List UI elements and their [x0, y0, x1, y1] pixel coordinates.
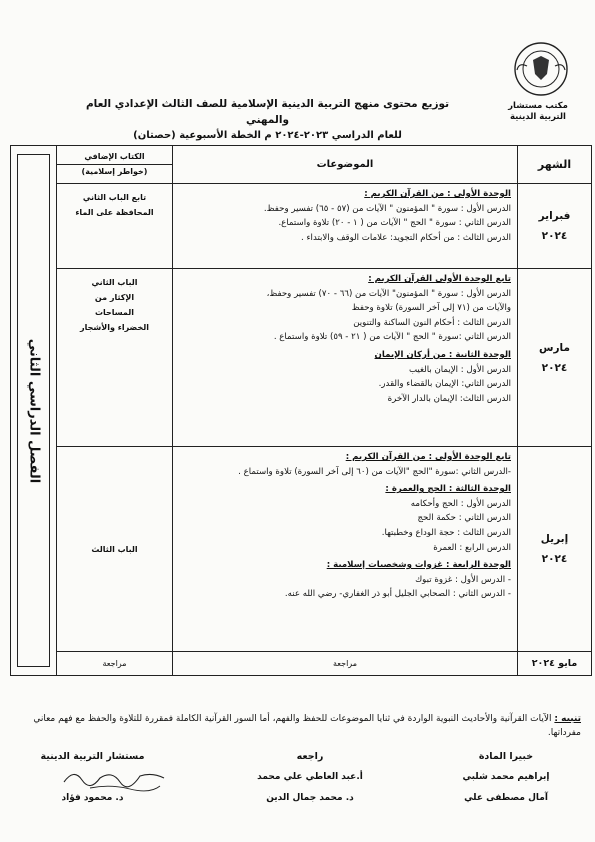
handwritten-signature-icon [60, 764, 170, 794]
term-label: الفصل الدراسي الثاني [26, 338, 41, 483]
book-line: الباب الثاني [91, 278, 138, 287]
book-cell [57, 447, 173, 652]
table-header-row [11, 146, 592, 184]
ministry-logo-icon [505, 40, 577, 98]
book-line: الخضراء والأشجار [80, 323, 149, 332]
book-line: الإكثار من [94, 293, 135, 302]
topic-line: تابع الوحدة الأولى : من القرآن الكريم : [345, 452, 511, 462]
book-line: تابع الباب الثاني [82, 193, 147, 202]
topic-line: الدرس الثاني : حكمة الحج [417, 513, 511, 524]
table-row [11, 184, 592, 269]
header-month: الشهر [518, 146, 592, 184]
topic-line: الدرس الأول : الإيمان بالغيب [408, 364, 511, 375]
book-line: المساحات [94, 308, 135, 317]
topic-line: تابع الوحدة الأولى القرآن الكريم : [368, 274, 511, 284]
term-cell [11, 146, 57, 676]
table-row [11, 447, 592, 652]
curriculum-table [10, 145, 592, 676]
topic-line: الوحدة الرابعة : غزوات وشخصيات إسلامية : [326, 560, 511, 571]
document-subtitle: للعام الدراسي ٢٠٢٣-٢٠٢٤ م الخطة الأسبوعية (حصتان) [133, 130, 402, 141]
month-name: فبراير [538, 210, 571, 222]
topic-line: الدرس الثالث : حجة الوداع وخطبتها. [381, 527, 511, 538]
month-cell [518, 447, 592, 652]
note-label: تنبيه : [554, 714, 581, 724]
topic-line: -الدرس الثاني :سورة "الحج "الآيات من (٦٠ إلى آخر السورة) تلاوة واستماع . [238, 466, 511, 477]
topic-line: الدرس الأول : سورة " المؤمنون" الآيات من (٦٦ - ٧٠) تفسير وحفظ، [266, 288, 511, 299]
topic-line: - الدرس الأول : غزوة تبوك [415, 574, 511, 585]
note [14, 712, 581, 740]
document-heading [70, 96, 465, 144]
topic-line: الدرس الثالث : أحكام النون الساكنة والتنوين [353, 317, 511, 328]
topic-line: الوحدة الثانية : من أركان الإيمان [374, 349, 511, 360]
topic-line: الدرس الثاني: الإيمان بالقضاء والقدر. [378, 379, 511, 390]
topics-cell [173, 184, 518, 269]
signature-name: آمال مصطفى علي [464, 793, 548, 803]
signature-title: خبيرا المادة [478, 751, 534, 762]
header-book-title: الكتاب الإضافي [84, 152, 145, 161]
signature-name: أ.عبد العاطي علي محمد [257, 772, 363, 782]
topic-line: الدرس الأول : سورة " المؤمنون " الآيات من (٥٧ - ٦٥) تفسير وحفظ. [263, 203, 511, 214]
topics-cell [173, 447, 518, 652]
topic-line: الدرس الثاني : سورة " الحج " الآيات من ( ١ - ٢٠) تلاوة واستماع. [278, 218, 511, 229]
signature-name: إبراهيم محمد شلبي [462, 772, 550, 782]
header-topics: الموضوعات [173, 146, 518, 184]
month-cell: مايو ٢٠٢٤ [518, 652, 592, 676]
signature-name: د. محمود فؤاد [61, 793, 124, 803]
topic-line: - الدرس الثاني : الصحابي الجليل أبو ذر الغفاري- رضي الله عنه. [284, 589, 511, 600]
book-cell [57, 184, 173, 269]
office-line-2: التربية الدينية [510, 112, 566, 122]
month-year: ٢٠٢٤ [541, 361, 568, 374]
header-book [57, 146, 173, 184]
month-name: مارس [539, 341, 570, 354]
month-year: ٢٠٢٤ [541, 553, 568, 565]
month-name: إبريل [540, 533, 569, 545]
review-book: مراجعة [57, 652, 173, 676]
topic-line: الدرس الثاني :سورة " الحج " الآيات من ( ٢١ - ٥٩) تلاوة واستماع . [273, 332, 511, 343]
book-line: الباب الثالث [91, 544, 138, 554]
review-topics: مراجعة [173, 652, 518, 676]
signature-reviewers [230, 746, 390, 809]
topic-line: الدرس الثالث: الإيمان بالدار الآخرة [387, 393, 511, 404]
table-row [11, 269, 592, 447]
signature-title: مستشار التربية الدينية [40, 751, 145, 762]
signature-title: راجعه [296, 751, 324, 762]
topic-line: الدرس الثالث : من أحكام التجويد: علامات الوقف والابتداء . [301, 232, 511, 243]
header-book-subtitle: (خواطر إسلامية) [57, 164, 172, 179]
month-year: ٢٠٢٤ [541, 230, 568, 242]
note-text: الآيات القرآنية والأحاديث النبوية الواردة في ثنايا الموضوعات للحفظ والفهم، أما السور القرآنية الكاملة فمقررة للتلاوة والحفظ مع فهم معاني مفرداتها. [33, 714, 581, 738]
table-row-review [11, 652, 592, 676]
book-line: المحافظة على الماء [75, 208, 154, 217]
document-title: توزيع محتوى منهج التربية الدينية الإسلامية للصف الثالث الإعدادي العام والمهني [85, 98, 450, 126]
signature-experts [431, 746, 581, 809]
topic-line: الدرس الأول : الحج وأحكامه [410, 498, 511, 509]
office-line-1: مكتب مستشار [508, 101, 568, 111]
office-name [503, 101, 573, 123]
topics-cell [173, 269, 518, 447]
topic-line: الدرس الرابع : العمرة [433, 542, 511, 553]
topic-line: والآيات من (٧١ إلى آخر السورة) تلاوة وحفظ [351, 303, 511, 314]
topic-line: الوحدة الثالثة : الحج والعمرة : [385, 484, 511, 495]
month-cell [518, 184, 592, 269]
signature-name: د. محمد جمال الدين [266, 793, 354, 803]
topic-line: الوحدة الأولى : من القرآن الكريم : [364, 189, 511, 199]
month-cell [518, 269, 592, 447]
book-cell [57, 269, 173, 447]
